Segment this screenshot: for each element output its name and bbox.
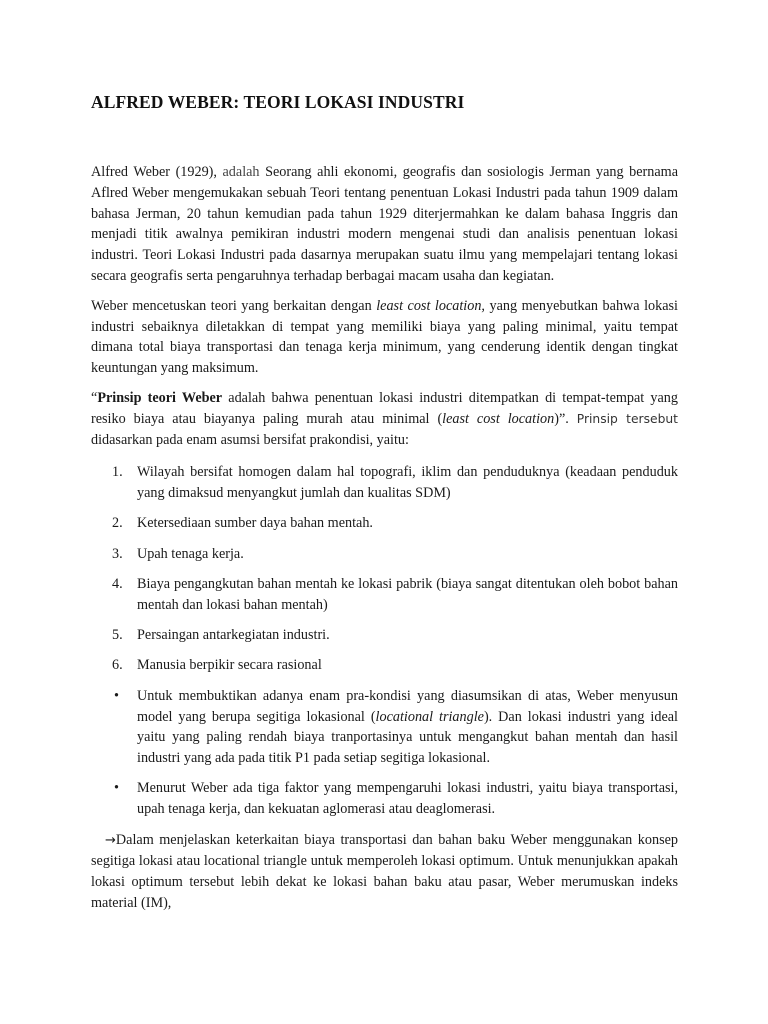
list-item-text: Biaya pengangkutan bahan mentah ke lokasi pabrik (biaya sangat ditentukan oleh bobot bahan mentah dan lokasi bahan mentah) bbox=[137, 576, 678, 613]
list-number: 3. bbox=[112, 545, 123, 562]
list-number: 6. bbox=[112, 657, 123, 674]
least-cost-paragraph bbox=[91, 296, 678, 379]
bullet-text-1: Untuk membuktikan adanya enam pra-kondisi yang diasumsikan di atas, Weber menyusun model yang berupa segitiga lokasional ( bbox=[137, 687, 678, 725]
principle-least-cost-term: least cost location bbox=[442, 410, 555, 427]
bullet-text: Menurut Weber ada tiga faktor yang mempengaruhi lokasi industri, yaitu biaya transportasi, upah tenaga kerja, dan kekuatan aglomerasi atau deaglomerasi. bbox=[137, 780, 678, 818]
locational-triangle-term: locational triangle bbox=[375, 708, 484, 725]
least-cost-text-3: yang menyebutkan bahwa lokasi industri sebaiknya diletakkan di tempat yang memiliki biaya yang paling minimal, yaitu tempat dimana total biaya transportasi dan tenaga kerja minimum, yang cenderung identik dengan tingkat keuntungan yang maksimum. bbox=[91, 297, 678, 377]
list-number: 1. bbox=[112, 464, 123, 481]
principle-text-7: didasarkan pada enam asumsi bersifat prakondisi, yaitu: bbox=[91, 431, 409, 448]
list-item bbox=[112, 574, 678, 616]
list-item bbox=[112, 625, 678, 646]
bullet-list bbox=[91, 686, 678, 820]
list-number: 5. bbox=[112, 627, 123, 644]
bullet-icon: • bbox=[114, 780, 119, 797]
least-cost-term: least cost location, bbox=[376, 297, 485, 314]
document-title: ALFRED WEBER: TEORI LOKASI INDUSTRI bbox=[91, 92, 465, 112]
list-item bbox=[112, 462, 678, 504]
list-item bbox=[112, 544, 678, 565]
intro-text-2: adalah bbox=[222, 164, 260, 180]
list-item-text: Wilayah bersifat homogen dalam hal topografi, iklim dan penduduknya (keadaan penduduk yang dimaksud menyangkut jumlah dan kualitas SDM) bbox=[137, 464, 678, 502]
principle-paragraph bbox=[91, 388, 678, 450]
least-cost-text-1: Weber mencetuskan teori yang berkaitan dengan bbox=[91, 297, 377, 314]
intro-paragraph bbox=[91, 162, 678, 287]
intro-text-1: Alfred Weber (1929), bbox=[91, 164, 223, 180]
list-item bbox=[112, 513, 678, 534]
list-number: 4. bbox=[112, 576, 123, 593]
right-arrow-icon: → bbox=[105, 832, 116, 848]
list-item-text: Ketersediaan sumber daya bahan mentah. bbox=[137, 515, 373, 532]
open-quote: “ bbox=[91, 389, 98, 406]
principle-term: Prinsip teori Weber bbox=[97, 389, 223, 406]
principle-text-5: )”. bbox=[554, 410, 577, 427]
list-item bbox=[112, 655, 678, 676]
list-number: 2. bbox=[112, 515, 123, 532]
principle-text-6: Prinsip tersebut bbox=[576, 411, 678, 426]
list-item-text: Manusia berpikir secara rasional bbox=[137, 657, 322, 674]
list-item-text: Upah tenaga kerja. bbox=[137, 545, 244, 562]
bullet-text-3: ). Dan lokasi industri yang ideal yaitu yang paling rendah biaya tranportasinya untuk mengangkut bahan mentah dan hasil industri yang ada pada titik P1 pada setiap segitiga lokasional. bbox=[137, 708, 678, 767]
assumptions-list bbox=[91, 462, 678, 676]
material-index-text: Dalam menjelaskan keterkaitan biaya transportasi dan bahan baku Weber menggunakan konsep segitiga lokasi atau locational triangle untuk memperoleh lokasi optimum. Untuk menunjukkan apakah lokasi optimum tersebut lebih dekat ke lokasi bahan baku atau pasar, Weber merumuskan indeks material (IM), bbox=[91, 831, 678, 911]
bullet-item-locational-triangle bbox=[114, 686, 678, 769]
bullet-icon: • bbox=[114, 687, 119, 704]
list-item-text: Persaingan antarkegiatan industri. bbox=[137, 627, 330, 644]
material-index-paragraph bbox=[91, 830, 678, 914]
intro-text-3: Seorang ahli ekonomi, geografis dan sosiologis Jerman yang bernama Aflred Weber mengemukakan sebuah Teori tentang penentuan Lokasi Industri pada tahun 1909 dalam bahasa Jerman, 20 tahun kemudian pada tahun 1929 diterjermahkan ke dalam bahasa Inggris dan menjadi titik awalnya pemikiran industri modern mengenai studi dan analisis penentuan lokasi industri. Teori Lokasi Industri pada dasarnya merupakan suatu ilmu yang mempelajari tentang lokasi secara geografis serta pengaruhnya terhadap berbagai macam usaha dan kegiatan. bbox=[91, 164, 678, 284]
principle-text-3: adalah bahwa penentuan lokasi industri ditempatkan di tempat-tempat yang resiko biaya atau biayanya paling murah atau minimal ( bbox=[91, 389, 678, 427]
bullet-item-three-factors bbox=[114, 778, 678, 820]
